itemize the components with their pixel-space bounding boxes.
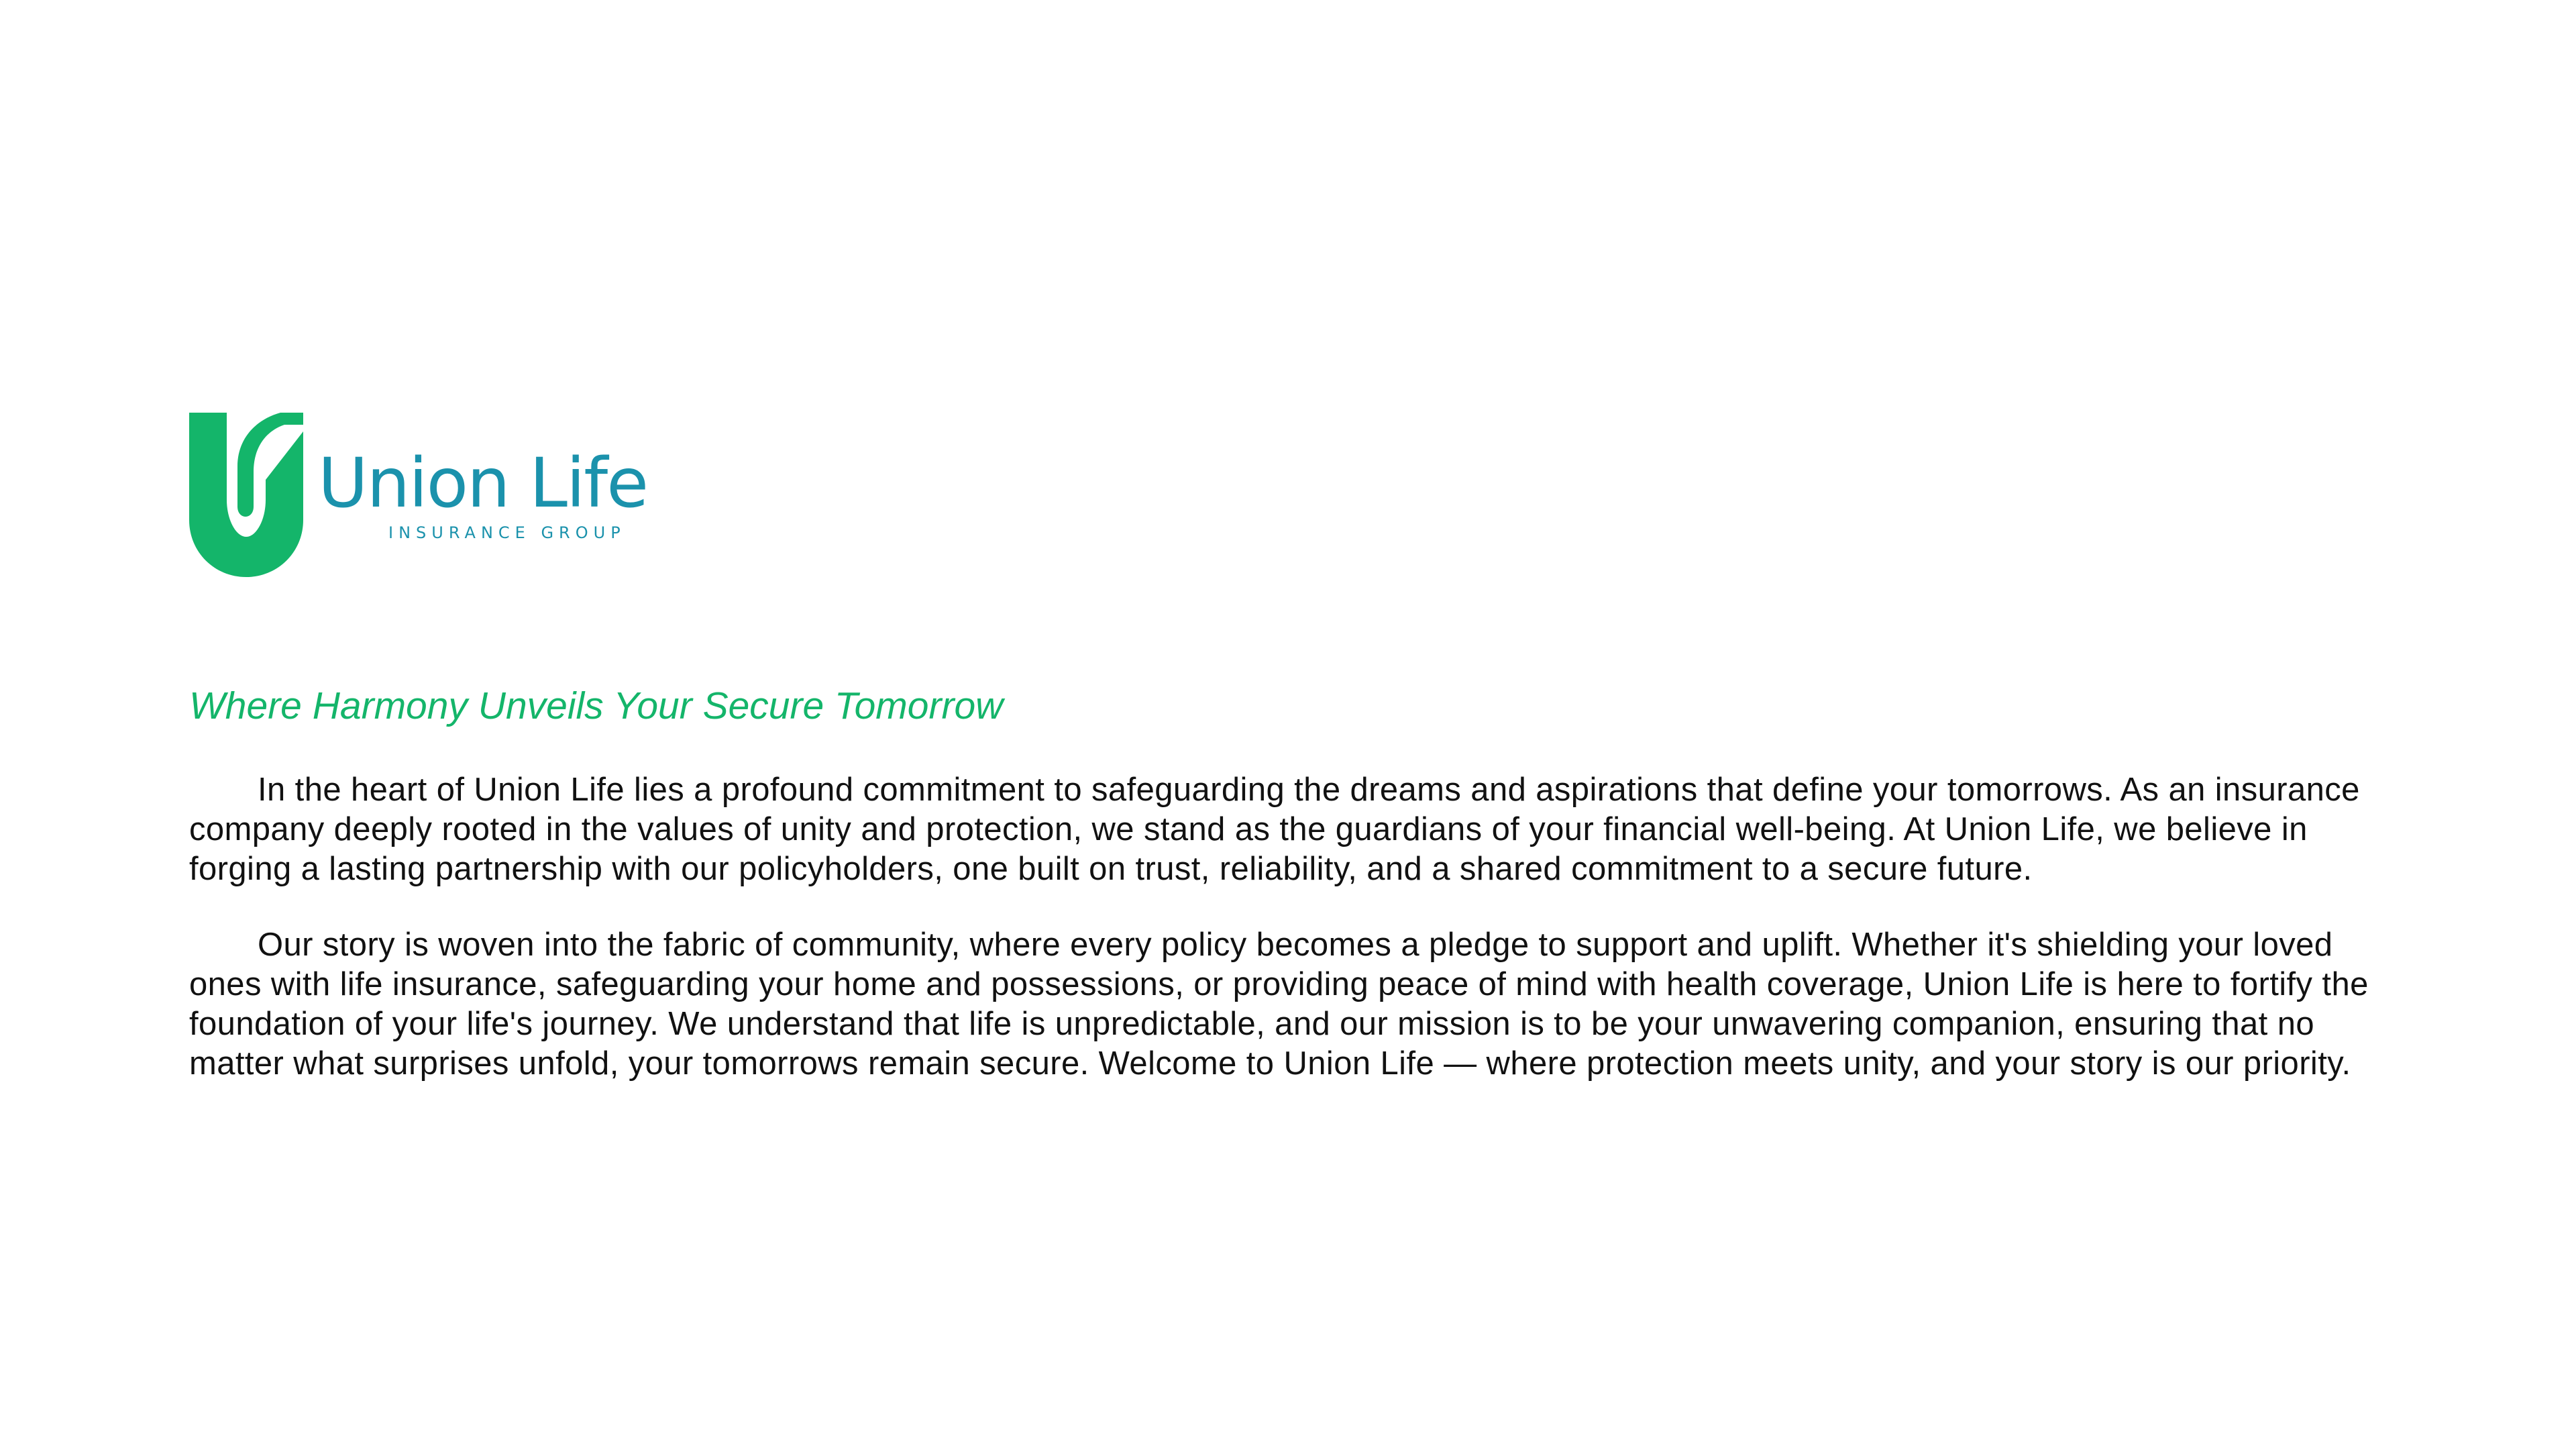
paragraph: In the heart of Union Life lies a profound commitment to safeguarding the dreams and aspirations that define your tomorrows. As an insurance company deeply rooted in the values of unity and protection, we stand as the guardians of your financial well-being. At Union Life, we believe in forging a lasting partnership with our policyholders, one built on trust, reliability, and a shared commitment to a secure future. xyxy=(189,772,2360,887)
paragraph: Our story is woven into the fabric of community, where every policy becomes a pledge to support and uplift. Whether it's shielding your loved ones with life insurance, safeguarding your home and possessions, or providing peace of mind with health coverage, Union Life is here to fortify the foundation of your life's journey. We understand that life is unpredictable, and our mission is to be your unwavering companion, ensuring that no matter what surprises unfold, your tomorrows remain secure. Welcome to Union Life — where protection meets unity, and your story is our priority. xyxy=(189,927,2369,1082)
body-text xyxy=(189,770,2410,1120)
brand-name: Union Life xyxy=(318,444,647,523)
company-logo xyxy=(189,413,672,580)
tagline: Where Harmony Unveils Your Secure Tomorrow xyxy=(189,684,1004,727)
brand-subtitle: INSURANCE GROUP xyxy=(388,523,626,542)
union-life-u-leaf-icon xyxy=(189,413,303,577)
